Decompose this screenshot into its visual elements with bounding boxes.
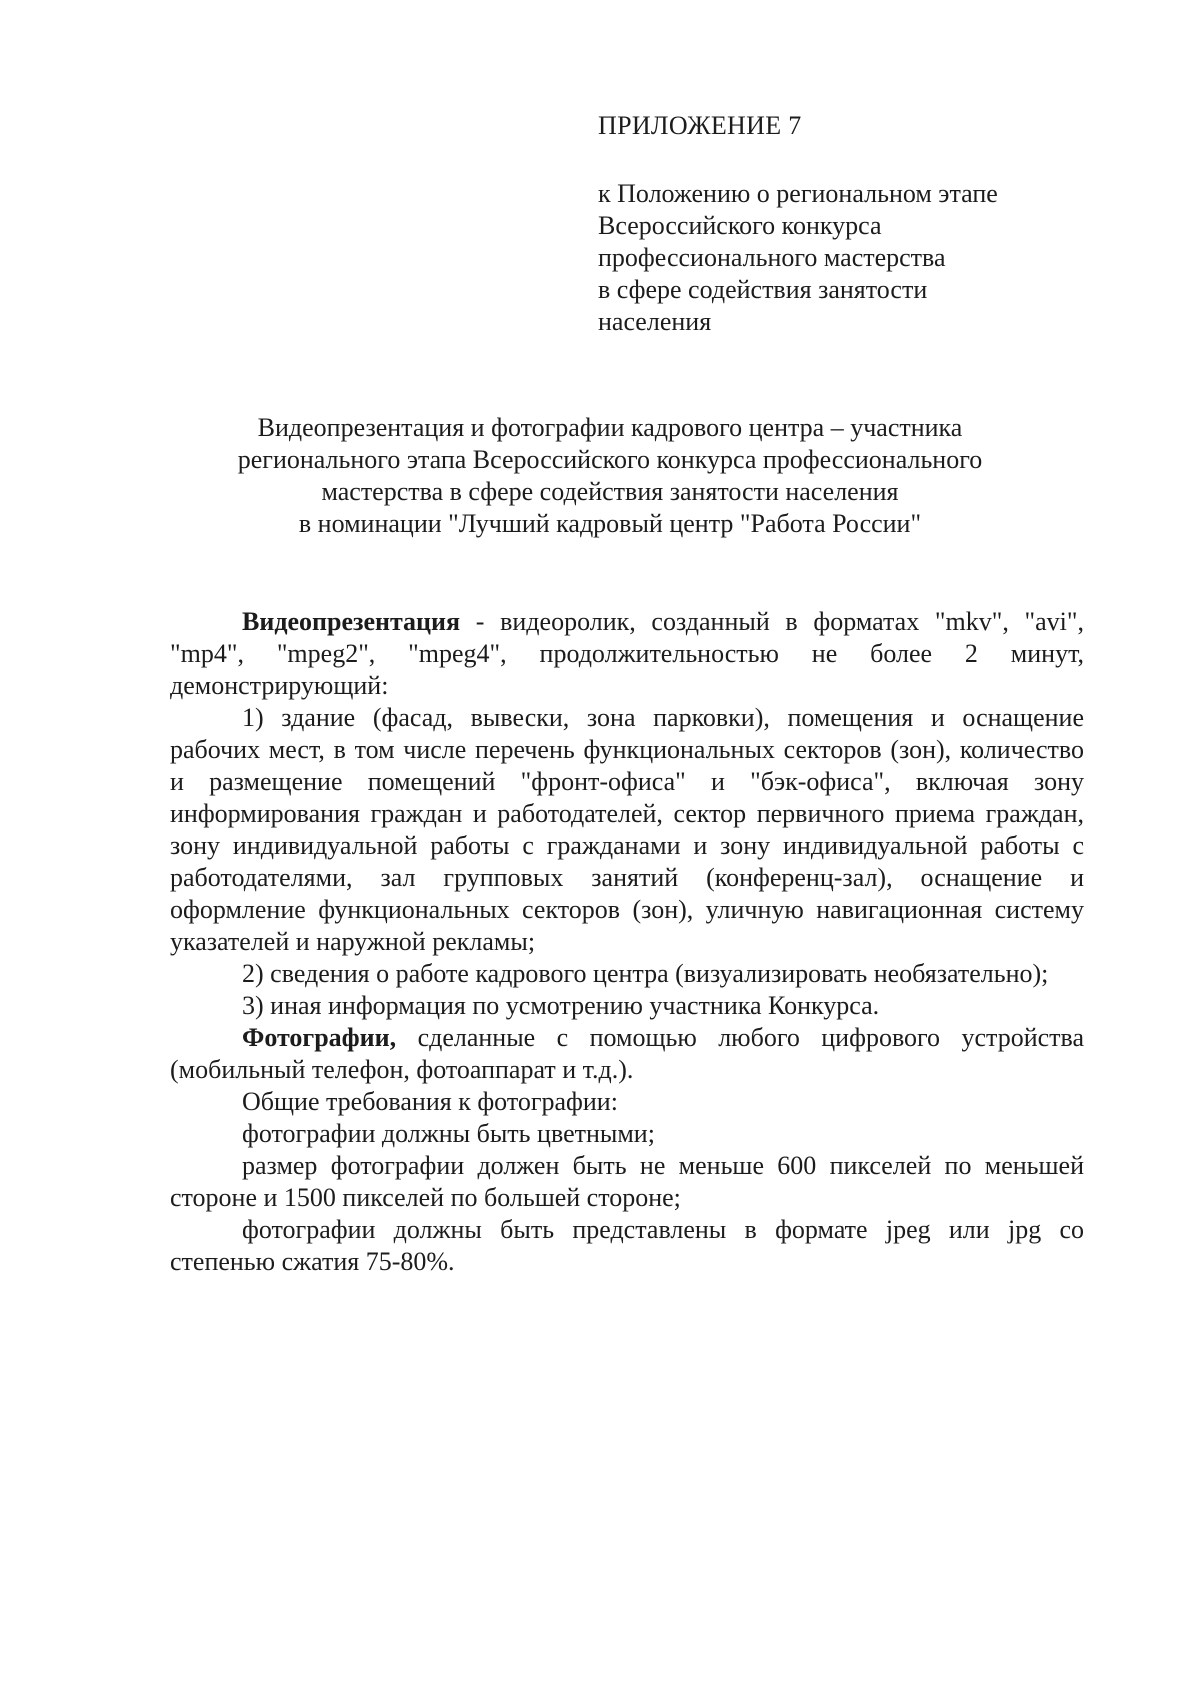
title-line: Видеопрезентация и фотографии кадрового центра – участника [257,413,963,442]
list-item-3: 3) иная информация по усмотрению участника Конкурса. [242,991,880,1020]
video-paragraph [170,606,1084,702]
appendix-reference [598,178,1118,338]
appendix-ref-line: профессионального мастерства [598,243,946,272]
list-item-2: 2) сведения о работе кадрового центра (визуализировать необязательно); [242,959,1049,988]
requirement-1: фотографии должны быть цветными; [242,1119,655,1148]
appendix-ref-line: Всероссийского конкурса [598,211,882,240]
document-body [170,606,1084,1278]
title-line: в номинации "Лучший кадровый центр "Работа России" [298,509,922,538]
appendix-header [598,110,1118,338]
requirement-2: размер фотографии должен быть не меньше 600 пикселей по меньшей стороне и 1500 пикселей по большей стороне; [170,1151,1084,1212]
list-item-1: 1) здание (фасад, вывески, зона парковки), помещения и оснащение рабочих мест, в том числе перечень функциональных секторов (зон), количество и размещение помещений "фронт-офиса" и "бэк-офиса", включая зону информирования граждан и работодателей, сектор первичного приема граждан, зону индивидуальной работы с гражданами и зону индивидуальной работы с работодателями, зал групповых занятий (конференц-зал), оснащение и оформление функциональных секторов (зон), уличную навигационная систему указателей и наружной рекламы; [170,703,1084,956]
requirement-3: фотографии должны быть представлены в формате jpeg или jpg со степенью сжатия 75-80%. [170,1215,1084,1276]
document-title [150,412,1070,540]
photo-definition: сделанные с помощью любого цифрового устройства (мобильный телефон, фотоаппарат и т.д.). [170,1023,1084,1084]
photo-term: Фотографии, [242,1023,397,1052]
appendix-ref-line: в сфере содействия занятости [598,275,928,304]
video-term: Видеопрезентация [242,607,461,636]
title-line: мастерства в сфере содействия занятости населения [321,477,899,506]
title-line: регионального этапа Всероссийского конкурса профессионального [237,445,983,474]
requirements-intro: Общие требования к фотографии: [242,1087,618,1116]
appendix-title: ПРИЛОЖЕНИЕ 7 [598,111,802,140]
appendix-ref-line: населения [598,307,712,336]
video-definition: - видеоролик, созданный в форматах "mkv", "avi", "mp4", "mpeg2", "mpeg4", продолжительностью не более 2 минут, демонстрирующий: [170,607,1084,700]
appendix-ref-line: к Положению о региональном этапе [598,179,998,208]
photo-paragraph [170,1022,1084,1086]
